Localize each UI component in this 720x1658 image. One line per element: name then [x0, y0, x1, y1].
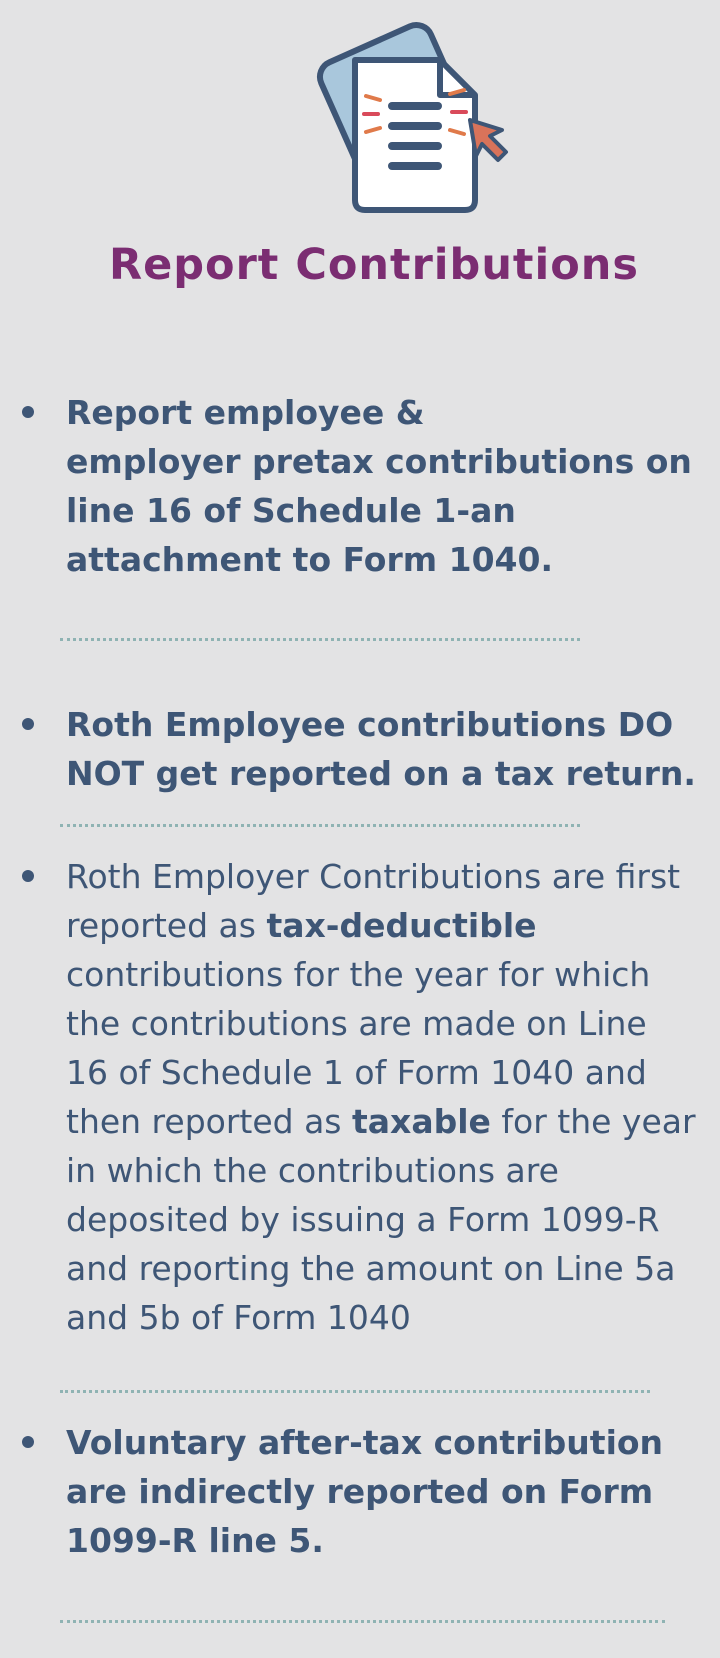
- bullet-line: Roth Employee contributions DO: [66, 705, 674, 744]
- bullet-text: [66, 388, 716, 584]
- bullet-line: attachment to Form 1040.: [66, 540, 554, 579]
- bullet-line: in which the contributions are: [66, 1151, 559, 1190]
- bullet-bold-term: tax-deductible: [266, 906, 537, 945]
- bullet-bold-term: taxable: [352, 1102, 491, 1141]
- bullet-dot: [22, 406, 34, 418]
- bullet-line: deposited by issuing a Form 1099-R: [66, 1200, 660, 1239]
- bullet-text-segment: then reported as: [66, 1102, 352, 1141]
- bullet-text: [66, 1418, 716, 1565]
- bullet-line: Report employee &: [66, 393, 425, 432]
- bullet-line: the contributions are made on Line: [66, 1004, 647, 1043]
- bullet-text-segment: for the year: [490, 1102, 696, 1141]
- bullet-line: [66, 1097, 716, 1146]
- bullet-line: and reporting the amount on Line 5a: [66, 1249, 676, 1288]
- bullet-line: and 5b of Form 1040: [66, 1298, 411, 1337]
- bullet-line: Voluntary after-tax contribution: [66, 1423, 664, 1462]
- bullet-line: contributions for the year for which: [66, 955, 651, 994]
- dotted-divider: [60, 638, 580, 641]
- bullet-line: Roth Employer Contributions are first: [66, 857, 681, 896]
- bullet-text: [66, 852, 716, 1342]
- dotted-divider: [60, 824, 580, 827]
- page-title: Report Contributions: [109, 240, 639, 290]
- bullet-line: [66, 901, 716, 950]
- bullet-line: 1099-R line 5.: [66, 1521, 324, 1560]
- bullet-dot: [22, 1436, 34, 1448]
- report-document-icon: [310, 10, 535, 220]
- bullet-text: [66, 700, 716, 798]
- bullet-line: line 16 of Schedule 1-an: [66, 491, 516, 530]
- bullet-dot: [22, 870, 34, 882]
- bullet-line: NOT get reported on a tax return.: [66, 754, 696, 793]
- bullet-dot: [22, 718, 34, 730]
- bullet-text-segment: reported as: [66, 906, 267, 945]
- dotted-divider: [60, 1620, 665, 1623]
- bullet-line: are indirectly reported on Form: [66, 1472, 654, 1511]
- dotted-divider: [60, 1390, 650, 1393]
- bullet-line: 16 of Schedule 1 of Form 1040 and: [66, 1053, 647, 1092]
- bullet-line: employer pretax contributions on: [66, 442, 692, 481]
